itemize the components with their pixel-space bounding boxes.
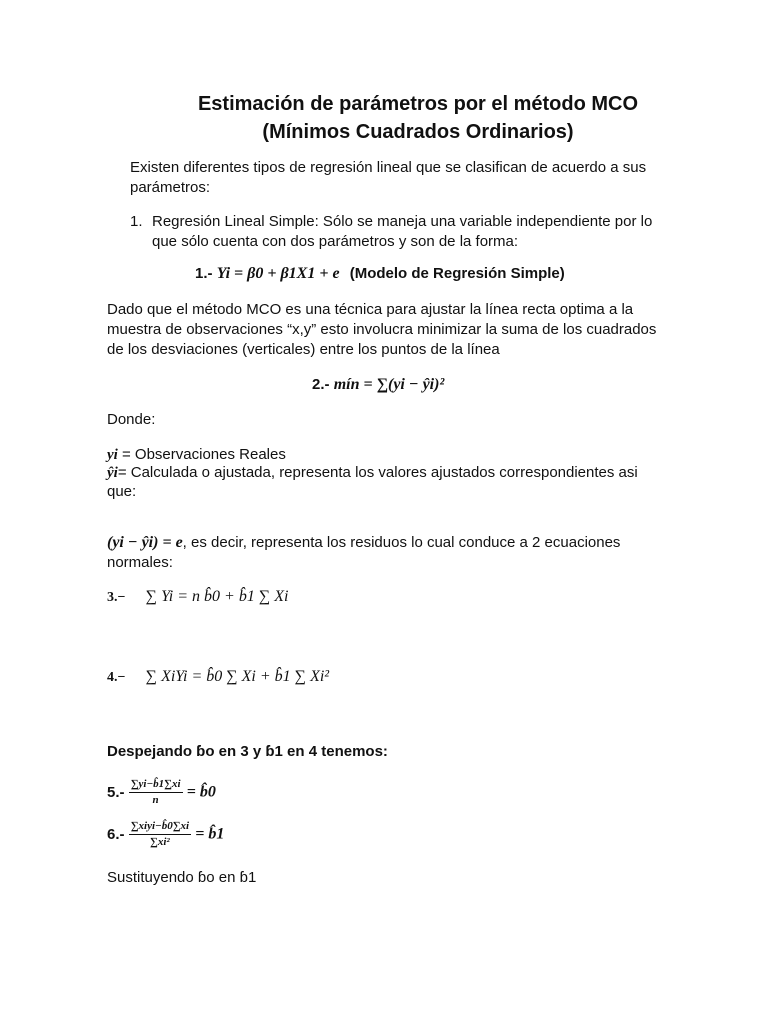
equation-5-denominator: n <box>152 794 159 806</box>
yhat-definition-line-2: que: <box>107 483 137 500</box>
yhat-symbol: ŷi <box>107 465 118 481</box>
definition-yi <box>107 445 286 465</box>
intro-line-1: Existen diferentes tipos de regresión lineal que se clasifican de acuerdo a sus <box>130 159 647 176</box>
yi-symbol: yi <box>107 447 118 463</box>
sustituyendo-text: Sustituyendo ɓo en ɓ1 <box>107 869 257 886</box>
equation-2-formula: mín = ∑(yi − ŷi)² <box>333 376 445 393</box>
residuals-line-2: normales: <box>107 554 173 571</box>
equation-6-result: = b̂1 <box>195 825 225 843</box>
equation-5-fraction <box>129 778 183 807</box>
equation-5-result: = b̂0 <box>186 783 216 801</box>
intro-line-2: parámetros: <box>130 179 211 196</box>
donde-label: Donde: <box>107 411 156 428</box>
list-item-number: 1. <box>130 213 143 230</box>
equation-6-denominator: ∑xi² <box>150 836 170 848</box>
equation-1-formula: Yi = β0 + β1X1 + e <box>216 265 340 282</box>
yhat-definition-line-1: = Calculada o ajustada, representa los valores ajustados correspondientes asi <box>117 464 638 481</box>
equation-5-numerator: ∑yi−b̂1∑xi <box>129 778 183 793</box>
equation-4 <box>107 668 329 686</box>
despejando-heading: Despejando ɓo en 3 y ɓ1 en 4 tenemos: <box>107 743 388 760</box>
equation-1-label: 1.- <box>195 265 213 282</box>
mco-paragraph-line-1: Dado que el método MCO es una técnica para ajustar la línea recta optima a la <box>107 301 634 318</box>
page-title-line-2: (Mínimos Cuadrados Ordinarios) <box>262 121 574 143</box>
list-item-line-1: Regresión Lineal Simple: Sólo se maneja una variable independiente por lo <box>152 213 653 230</box>
equation-3-label: 3.− <box>107 590 126 605</box>
equation-1 <box>195 265 565 283</box>
page-title-line-1: Estimación de parámetros por el método MCO <box>197 93 639 115</box>
mco-paragraph-line-2: muestra de observaciones “x,y” esto involucra minimizar la suma de los cuadrados <box>107 321 657 338</box>
residuals-formula: (yi − ŷi) = e <box>107 534 183 551</box>
equation-6-numerator: ∑xiyi−b̂0∑xi <box>129 820 191 835</box>
equation-6-label: 6.- <box>107 826 125 843</box>
equation-6-fraction <box>129 820 191 849</box>
equation-2 <box>312 376 444 394</box>
equation-2-label: 2.- <box>312 376 330 393</box>
definition-yhat <box>107 463 638 483</box>
equation-3 <box>107 588 288 606</box>
residuals-line-1 <box>107 533 620 553</box>
equation-4-formula: ∑ XiYi = b̂0 ∑ Xi + b̂1 ∑ Xi² <box>145 668 330 685</box>
equation-4-label: 4.− <box>107 670 126 685</box>
list-item-line-2: que sólo cuenta con dos parámetros y son de la forma: <box>152 233 519 250</box>
equation-6 <box>107 820 224 849</box>
equation-5-label: 5.- <box>107 784 125 801</box>
yi-definition: = Observaciones Reales <box>117 446 286 463</box>
equation-1-caption: (Modelo de Regresión Simple) <box>349 265 565 282</box>
equation-5 <box>107 778 216 807</box>
equation-3-formula: ∑ Yi = n b̂0 + b̂1 ∑ Xi <box>145 588 289 605</box>
mco-paragraph-line-3: de los desviaciones (verticales) entre los puntos de la línea <box>107 341 500 358</box>
residuals-text: , es decir, representa los residuos lo cual conduce a 2 ecuaciones <box>182 534 621 551</box>
